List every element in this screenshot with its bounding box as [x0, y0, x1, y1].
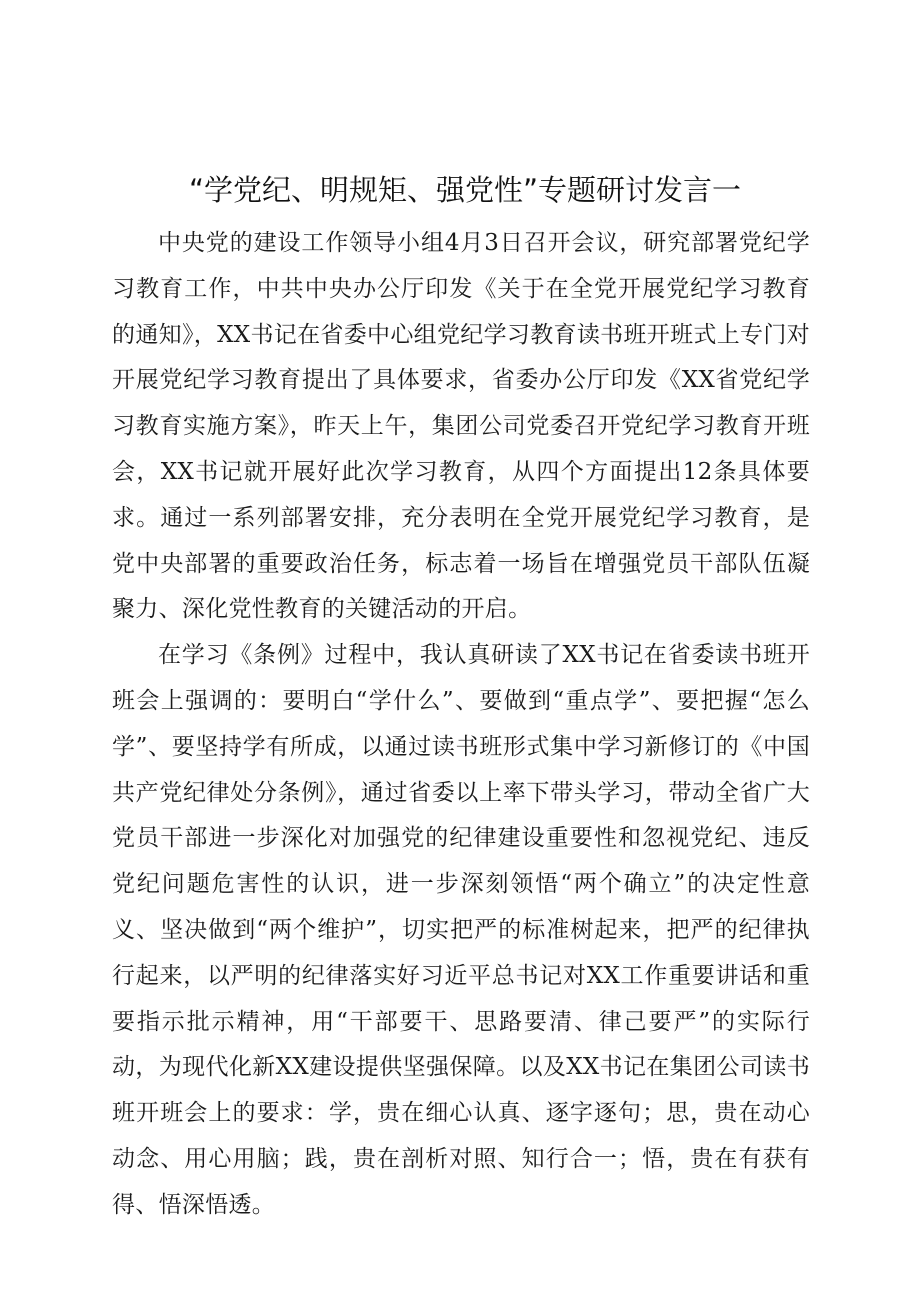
document-body: [112, 221, 810, 1229]
paragraph-1: 中央党的建设工作领导小组4月3日召开会议，研究部署党纪学习教育工作，中共中央办公厅印发《关于在全党开展党纪学习教育的通知》，XX书记在省委中心组党纪学习教育读书班开班式上专门对开展党纪学习教育提出了具体要求，省委办公厅印发《XX省党纪学习教育实施方案》，昨天上午，集团公司党委召开党纪学习教育开班会，XX书记就开展好此次学习教育，从四个方面提出12条具体要求。通过一系列部署安排，充分表明在全党开展党纪学习教育，是党中央部署的重要政治任务，标志着一场旨在增强党员干部队伍凝聚力、深化党性教育的关键活动的开启。: [112, 230, 810, 623]
document-title: “学党纪、明规矩、强党性”专题研讨发言一: [188, 173, 742, 207]
paragraph-2: 在学习《条例》过程中，我认真研读了XX书记在省委读书班开班会上强调的：要明白“学什么”、要做到“重点学”、要把握“怎么学”、要坚持学有所成，以通过读书班形式集中学习新修订的《中国共产党纪律处分条例》，通过省委以上率下带头学习，带动全省广大党员干部进一步深化对加强党的纪律建设重要性和忽视党纪、违反党纪问题危害性的认识，进一步深刻领悟“两个确立”的决定性意义、坚决做到“两个维护”，切实把严的标准树起来，把严的纪律执行起来，以严明的纪律落实好习近平总书记对XX工作重要讲话和重要指示批示精神，用“干部要干、思路要清、律己要严”的实际行动，为现代化新XX建设提供坚强保障。以及XX书记在集团公司读书班开班会上的要求：学，贵在细心认真、逐字逐句；思，贵在动心动念、用心用脑；践，贵在剖析对照、知行合一；悟，贵在有获有得、悟深悟透。: [112, 642, 810, 1218]
